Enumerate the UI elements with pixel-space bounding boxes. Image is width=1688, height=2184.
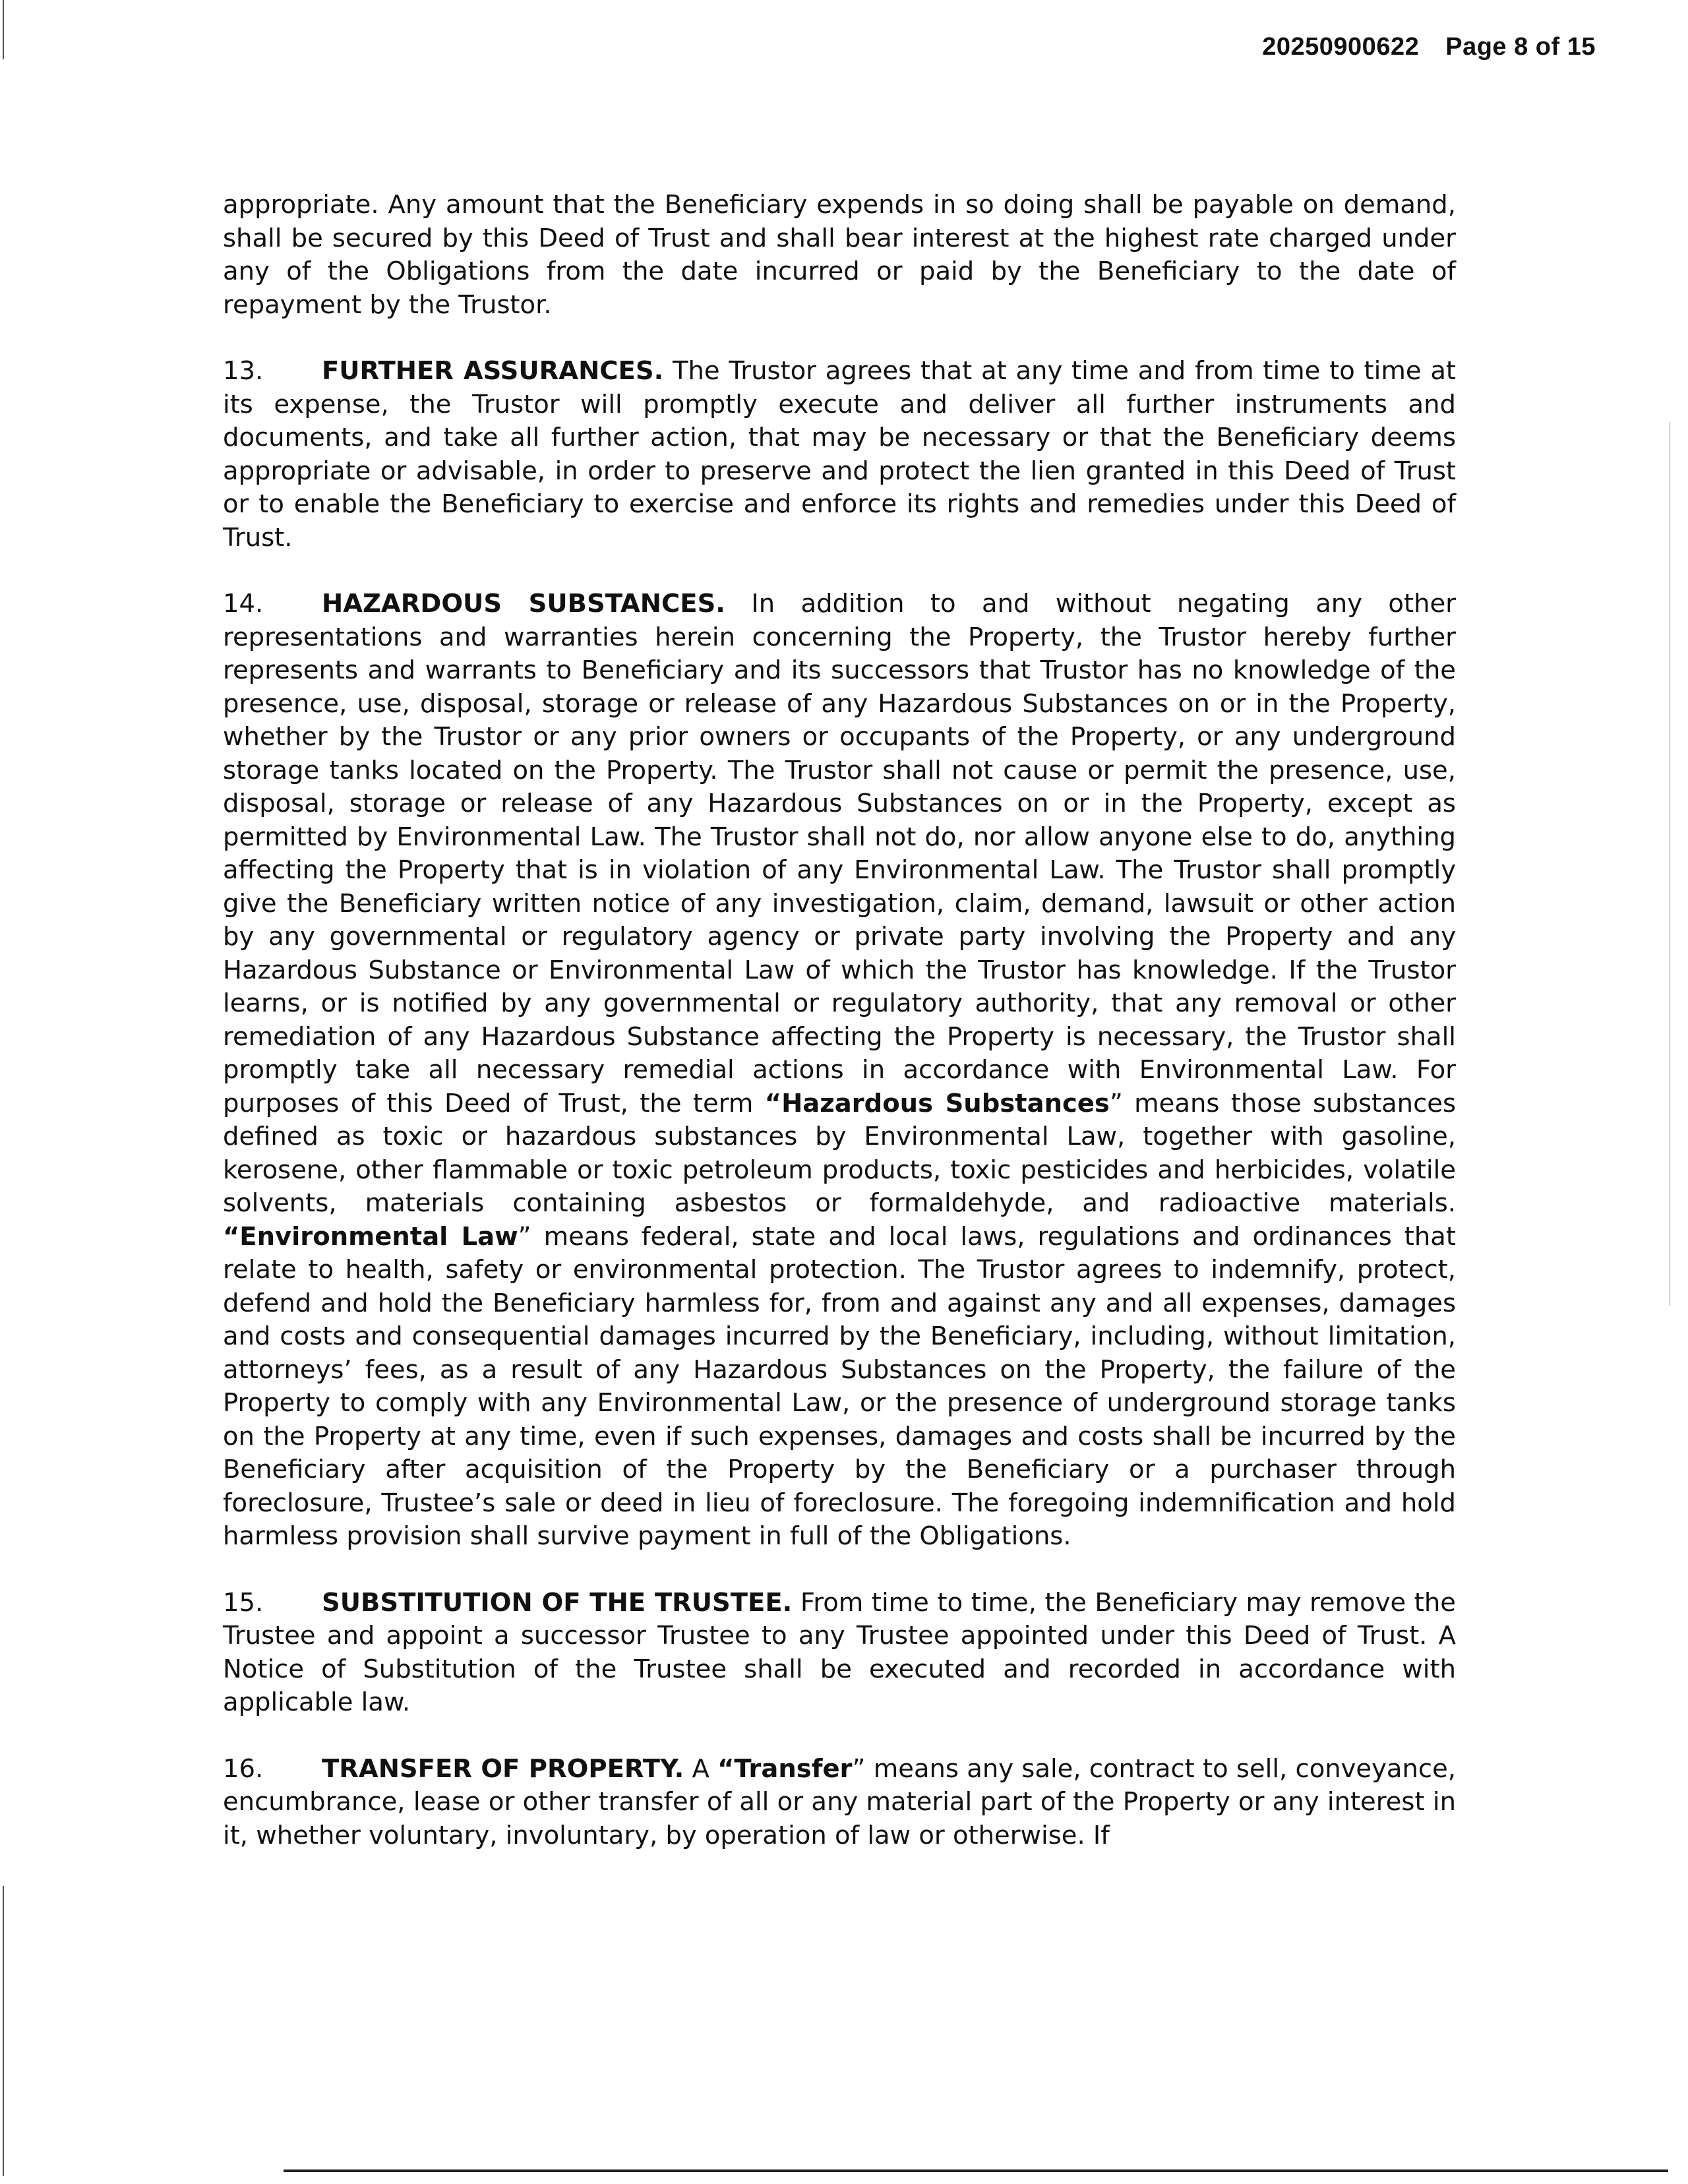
- defined-term-environmental-law: “Environmental Law: [223, 1221, 518, 1252]
- section-14: [223, 588, 1456, 1554]
- scan-edge-mark-left-bottom: [3, 1886, 4, 2176]
- section-text: From time to time, the Beneficiary may remove the Trustee and appoint a successor Trustee to any Trustee appointed under this Deed of Trust. A Notice of Substitution of the Trustee shall be executed and recorded in accordance with applicable law.: [223, 1587, 1456, 1717]
- defined-term-transfer: “Transfer: [717, 1753, 853, 1784]
- scan-edge-mark-left-top: [3, 0, 4, 59]
- section-text: ” means any sale, contract to sell, conveyance, encumbrance, lease or other transfer of all or any material part of the Property or any interest in it, whether voluntary, involuntary, by operation of law or otherwise. If: [223, 1753, 1456, 1850]
- section-text: A: [684, 1753, 718, 1784]
- section-16: [223, 1753, 1456, 1853]
- section-number: 13.: [223, 356, 264, 386]
- page-number: Page 8 of 15: [1445, 33, 1596, 61]
- section-number: 16.: [223, 1753, 264, 1784]
- document-body: [223, 189, 1456, 1885]
- section-number: 15.: [223, 1587, 264, 1618]
- section-text: The Trustor agrees that at any time and from time to time at its expense, the Trustor will promptly execute and deliver all further instruments and documents, and take all further action, that may be necessary or that the Beneficiary deems appropriate or advisable, in order to preserve and protect the lien granted in this Deed of Trust or to enable the Beneficiary to exercise and enforce its rights and remedies under this Deed of Trust.: [223, 356, 1457, 553]
- bottom-rule: [284, 2169, 1668, 2172]
- section-heading: SUBSTITUTION OF THE TRUSTEE.: [322, 1587, 793, 1618]
- page-header: [1262, 33, 1596, 61]
- section-text: ” means those substances defined as toxic or hazardous substances by Environmental Law, together with gasoline, kerosene, other flammable or toxic petroleum products, toxic pesticides and herbicides, volatile solvents, materials containing asbestos or formaldehyde, and radioactive materials.: [223, 1088, 1456, 1218]
- section-heading: FURTHER ASSURANCES.: [322, 356, 664, 386]
- section-heading: TRANSFER OF PROPERTY.: [322, 1753, 684, 1784]
- document-number: 20250900622: [1262, 33, 1420, 61]
- section-heading: HAZARDOUS SUBSTANCES.: [322, 589, 725, 619]
- section-15: [223, 1587, 1456, 1720]
- section-13: [223, 355, 1456, 555]
- paragraph-continuation: [223, 189, 1456, 322]
- section-text: In addition to and without negating any other representations and warranties herein concerning the Property, the Trustor hereby further represents and warrants to Beneficiary and its successors that Trustor has no knowledge of the presence, use, disposal, storage or release of any Hazardous Substances on or in the Property, whether by the Trustor or any prior owners or occupants of the Property, or any underground storage tanks located on the Property. The Trustor shall not cause or permit the presence, use, disposal, storage or release of any Hazardous Substances on or in the Property, except as permitted by Environmental Law. The Trustor shall not do, nor allow anyone else to do, anything affecting the Property that is in violation of any Environmental Law. The Trustor shall promptly give the Beneficiary written notice of any investigation, claim, demand, lawsuit or other action by any governmental or regulatory agency or private party involving the Property and any Hazardous Substance or Environmental Law of which the Trustor has knowledge. If the Trustor learns, or is notified by any governmental or regulatory authority, that any removal or other remediation of any Hazardous Substance affecting the Property is necessary, the Trustor shall promptly take all necessary remedial actions in accordance with Environmental Law. For purposes of this Deed of Trust, the term: [223, 589, 1457, 1118]
- defined-term-hazardous-substances: “Hazardous Substances: [764, 1088, 1110, 1118]
- section-number: 14.: [223, 589, 264, 619]
- paragraph-text: appropriate. Any amount that the Beneficiary expends in so doing shall be payable on demand, shall be secured by this Deed of Trust and shall bear interest at the highest rate charged under any of the Obligations from the date incurred or paid by the Beneficiary to the date of repayment by the Trustor.: [223, 190, 1456, 320]
- section-text: ” means federal, state and local laws, regulations and ordinances that relate to health, safety or environmental protection. The Trustor agrees to indemnify, protect, defend and hold the Beneficiary harmless for, from and against any and all expenses, damages and costs and consequential damages incurred by the Beneficiary, including, without limitation, attorneys’ fees, as a result of any Hazardous Substances on the Property, the failure of the Property to comply with any Environmental Law, or the presence of underground storage tanks on the Property at any time, even if such expenses, damages and costs shall be incurred by the Beneficiary after acquisition of the Property by the Beneficiary or a purchaser through foreclosure, Trustee’s sale or deed in lieu of foreclosure. The foregoing indemnification and hold harmless provision shall survive payment in full of the Obligations.: [223, 1221, 1456, 1551]
